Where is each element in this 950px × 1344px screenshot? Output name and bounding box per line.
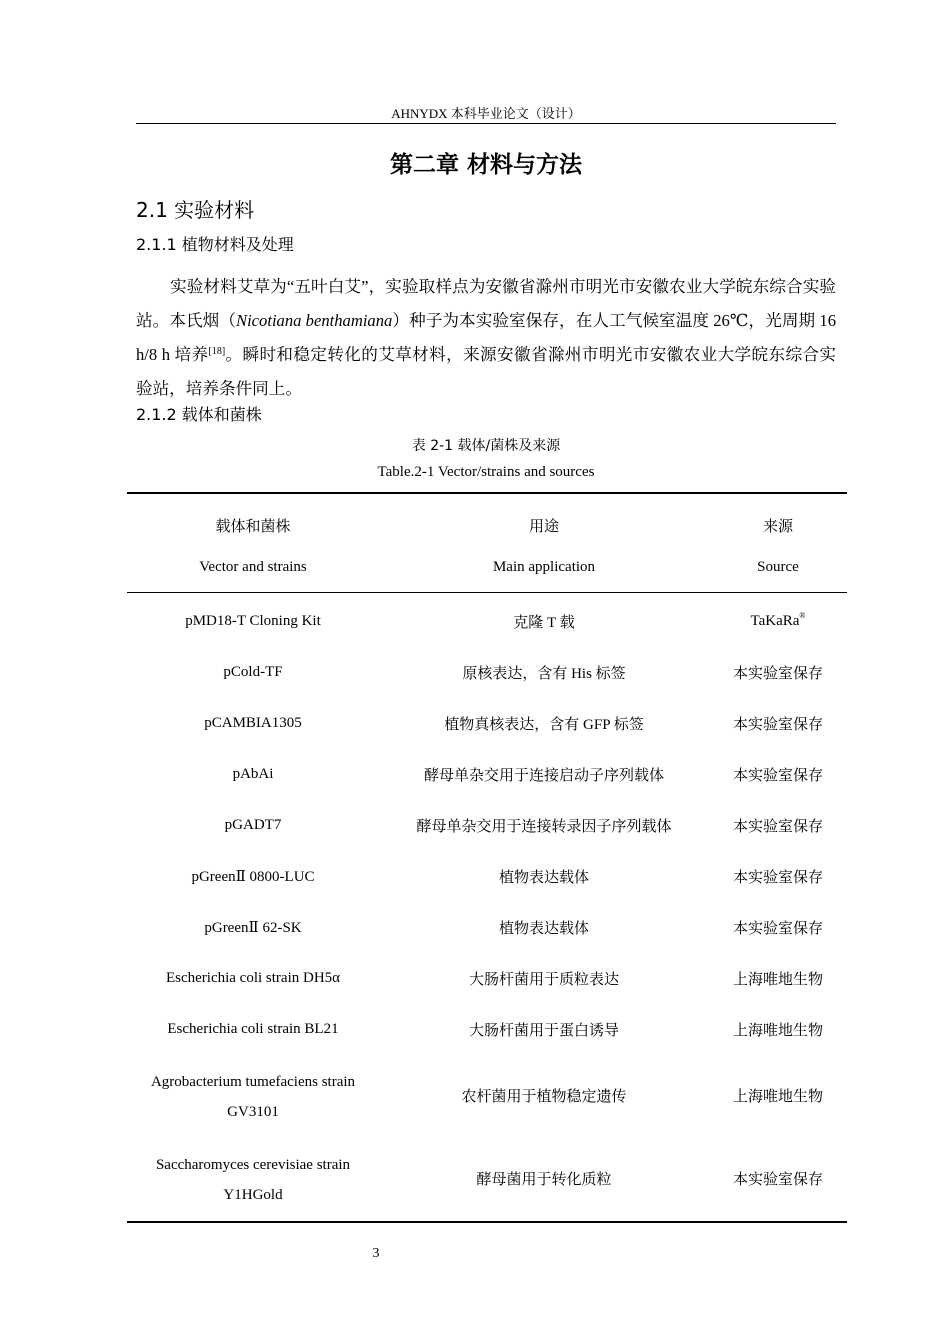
source-cell: 本实验室保存	[732, 666, 823, 682]
source-cell: 本实验室保存	[732, 819, 823, 835]
citation: [18]	[208, 346, 226, 357]
strain-cell: pGADT7	[224, 817, 282, 833]
strain-cell: pGreenⅡ 62-SK	[204, 920, 302, 936]
table-row	[127, 953, 847, 1004]
strain-line: GV3101	[227, 1103, 279, 1120]
chapter-title: 第二章 材料与方法	[389, 152, 582, 178]
table-caption-cn: 表 2-1 载体/菌株及来源	[411, 438, 561, 454]
strain-cell: pCold-TF	[223, 664, 283, 680]
subsection-title-plant-materials: 2.1.1 植物材料及处理	[136, 235, 294, 254]
strain-cell: Escherichia coli strain BL21	[167, 1021, 339, 1037]
table-header-row-cn	[127, 504, 847, 546]
table-row	[127, 800, 847, 851]
use-cell: 酵母菌用于转化质粒	[476, 1171, 612, 1188]
table-row	[127, 902, 847, 953]
strain-cell	[127, 1150, 379, 1210]
source-cell: 本实验室保存	[732, 1171, 823, 1188]
column-header: Source	[757, 558, 799, 575]
strain-cell: pCAMBIA1305	[204, 715, 302, 731]
source-cell	[709, 613, 847, 630]
strain-line: Y1HGold	[223, 1186, 283, 1203]
table-row	[127, 698, 847, 749]
use-cell: 克隆 T 载	[513, 615, 575, 631]
strain-cell: Escherichia coli strain DH5α	[165, 970, 341, 986]
table-row	[127, 596, 847, 647]
column-header: 来源	[762, 518, 793, 535]
column-header: Main application	[492, 558, 596, 575]
table-header-row-en	[127, 546, 847, 588]
table-bottom-rule	[127, 1221, 847, 1223]
header-rule	[136, 123, 836, 124]
species-name: Nicotiana benthamiana	[236, 311, 393, 330]
table-top-rule	[127, 492, 847, 494]
page-header: AHNYDX 本科毕业论文（设计）	[391, 106, 581, 121]
paragraph-text-3: 。瞬时和稳定转化的艾草材料，来源安徽省滁州市明光市安徽农业大学皖东综合实验站，培养条件同上。	[136, 345, 836, 398]
strain-line: Agrobacterium tumefaciens strain	[150, 1073, 356, 1090]
table-row	[127, 749, 847, 800]
column-header: 载体和菌株	[215, 518, 291, 535]
source-cell: 本实验室保存	[732, 870, 823, 886]
table-row	[127, 1138, 847, 1221]
use-cell: 植物表达载体	[498, 870, 589, 886]
strain-cell: pMD18-T Cloning Kit	[185, 613, 321, 629]
source-cell: 本实验室保存	[732, 768, 823, 784]
source-cell: 本实验室保存	[732, 921, 823, 937]
vector-strain-table	[127, 492, 847, 1223]
column-header: 用途	[528, 518, 559, 535]
use-cell: 植物表达载体	[498, 921, 589, 937]
column-header: Vector and strains	[199, 558, 307, 575]
strain-cell	[127, 1067, 379, 1127]
section-title: 2.1 实验材料	[136, 198, 255, 222]
use-cell: 酵母单杂交用于连接启动子序列载体	[423, 768, 664, 784]
table-row	[127, 1055, 847, 1138]
subsection-title-vectors: 2.1.2 载体和菌株	[136, 405, 262, 424]
use-cell: 植物真核表达，含有 GFP 标签	[444, 717, 644, 733]
source-cell: 本实验室保存	[732, 717, 823, 733]
use-cell: 大肠杆菌用于蛋白诱导	[468, 1023, 619, 1039]
table-row	[127, 851, 847, 902]
use-cell: 农杆菌用于植物稳定遗传	[461, 1088, 627, 1105]
source-cell: 上海唯地生物	[732, 1088, 823, 1105]
use-cell: 原核表达，含有 His 标签	[462, 666, 626, 682]
body-paragraph	[136, 270, 836, 406]
strain-cell: pAbAi	[232, 766, 274, 782]
use-cell: 大肠杆菌用于质粒表达	[468, 972, 619, 988]
source-text: TaKaRa	[750, 613, 800, 629]
source-cell: 上海唯地生物	[732, 1023, 823, 1039]
paragraph-text-1: 实验材料艾草为“五叶白艾”，实验取样点为安徽省滁州市明光市安徽农业大学皖东综合实验站。本氏烟（	[136, 277, 836, 330]
page-number: 3	[372, 1246, 380, 1261]
strain-cell: pGreenⅡ 0800-LUC	[191, 869, 315, 885]
strain-line: Saccharomyces cerevisiae strain	[155, 1156, 351, 1173]
source-cell: 上海唯地生物	[732, 972, 823, 988]
table-caption-en: Table.2-1 Vector/strains and sources	[377, 464, 595, 480]
table-row	[127, 647, 847, 698]
registered-mark: ®	[799, 611, 806, 620]
paragraph-text-2: ）种子为本实验室保存，在人工气候室温度 26℃，光周期 16 h/8 h 培养	[136, 311, 837, 364]
table-row	[127, 1004, 847, 1055]
use-cell: 酵母单杂交用于连接转录因子序列载体	[416, 819, 672, 835]
